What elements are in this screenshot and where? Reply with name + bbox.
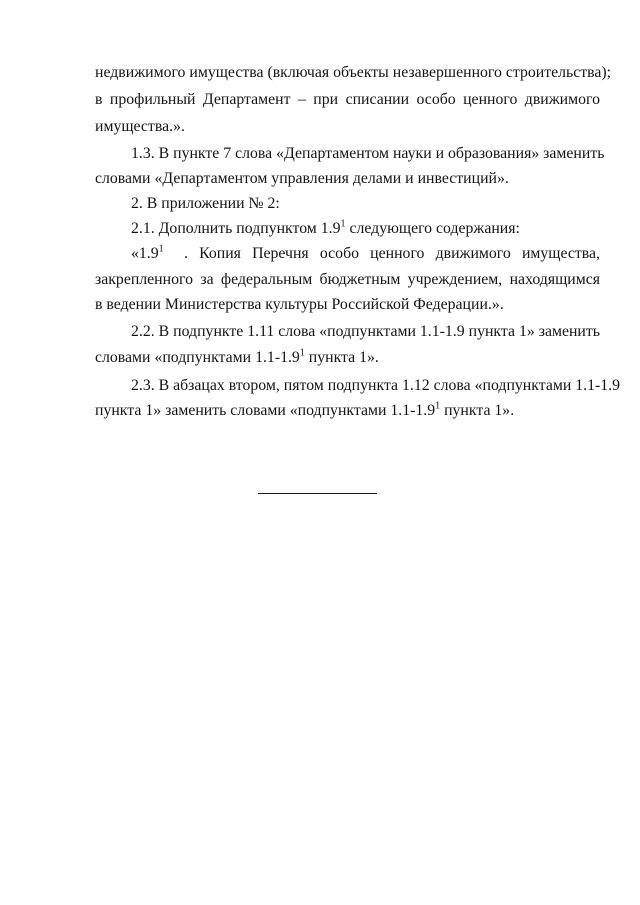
paragraph-line xyxy=(131,323,600,341)
text-run: недвижимого имущества (включая объекты незавершенного строительства); xyxy=(95,64,612,81)
text-run: 2.3. В абзацах втором, пятом подпункта 1.12 слова «подпунктами 1.1-1.9 xyxy=(131,377,620,394)
paragraph-line xyxy=(95,118,600,136)
text-run: закрепленного за федеральным бюджетным учреждением, находящимся xyxy=(95,271,600,288)
paragraph-line xyxy=(95,349,600,367)
superscript: 1 xyxy=(340,218,346,230)
paragraph-line xyxy=(95,402,600,420)
text-run: . Копия Перечня особо ценного движимого имущества, xyxy=(184,245,600,262)
text-run: словами «подпунктами 1.1-1.9 xyxy=(95,349,300,366)
text-run: пункта 1» заменить словами «подпунктами 1.1-1.9 xyxy=(95,402,436,419)
paragraph-line xyxy=(131,195,600,213)
text-run: словами «Департаментом управления делами и инвестиций». xyxy=(95,170,509,187)
paragraph-line xyxy=(131,145,605,163)
paragraph-line xyxy=(95,271,600,289)
end-divider-line xyxy=(258,493,377,494)
superscript: 1 xyxy=(158,243,164,255)
text-run: 2.2. В подпункте 1.11 слова «подпунктами 1.1-1.9 пункта 1» заменить xyxy=(131,323,600,340)
text-run: следующего содержания: xyxy=(345,220,520,237)
superscript: 1 xyxy=(299,347,305,359)
text-run: в ведении Министерства культуры Российской Федерации.». xyxy=(95,296,504,313)
paragraph-line xyxy=(131,245,600,263)
paragraph-line xyxy=(95,64,612,82)
paragraph-line xyxy=(131,220,600,238)
text-run: в профильный Департамент – при списании особо ценного движимого xyxy=(95,91,600,108)
text-run: 2.1. Дополнить подпунктом 1.9 xyxy=(131,220,341,237)
text-run: «$1.9^1$ xyxy=(131,243,164,262)
text-run: пункта 1». xyxy=(440,402,515,419)
superscript: 1 xyxy=(435,400,441,412)
paragraph-line xyxy=(95,296,600,314)
text-run: 1.3. В пункте 7 слова «Департаментом науки и образования» заменить xyxy=(131,145,605,162)
paragraph-line xyxy=(131,377,620,395)
text-run: 2. В приложении № 2: xyxy=(131,195,280,212)
text-run: имущества.». xyxy=(95,118,185,135)
text-run: пункта 1». xyxy=(304,349,379,366)
paragraph-line xyxy=(95,170,600,188)
paragraph-line xyxy=(95,91,600,109)
